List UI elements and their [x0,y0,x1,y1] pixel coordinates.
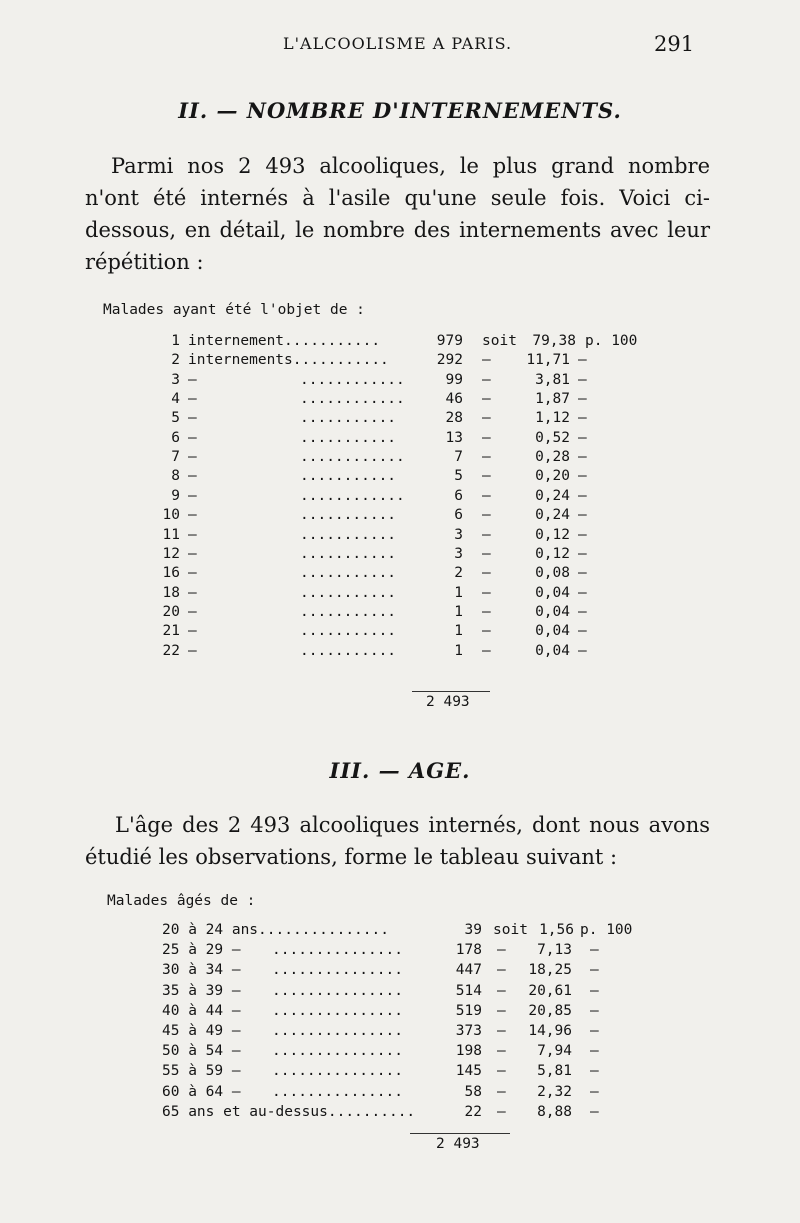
row-count: 373 [455,1023,482,1039]
row-number: 7 [171,449,180,466]
row-number: 6 [171,429,180,446]
table-row [0,643,800,663]
row-percent: 1,56 [539,922,574,938]
row-number: 9 [171,487,180,504]
table-row [0,430,800,450]
table-row [0,449,800,469]
row-label: — [188,584,197,601]
row-label: internements........... [188,352,389,369]
row-separator: — [482,642,491,659]
row-dots: ............... [272,982,403,999]
row-separator: — [482,526,491,543]
row-unit: — [578,623,587,640]
row-dots: ............... [272,1002,403,1019]
row-dots: ............ [300,371,405,388]
row-label: — [188,642,197,659]
row-unit: — [578,391,587,408]
row-count: 2 [454,565,463,582]
table-row [0,623,800,643]
row-label: — [188,565,197,582]
row-separator: — [482,371,491,388]
table-row [0,1104,800,1124]
row-age: 55 à 59 — [162,1063,241,1080]
table-row [0,468,800,488]
page-header [0,30,800,60]
row-count: 28 [445,410,463,427]
running-title: L'ALCOOLISME A PARIS. [283,34,513,53]
row-number: 8 [171,468,180,485]
row-unit: — [590,1103,599,1120]
row-age: 50 à 54 — [162,1043,241,1060]
row-dots: ............... [272,962,403,979]
row-unit: — [578,468,587,485]
row-unit: — [590,1023,599,1039]
row-percent: 0,04 [535,584,570,601]
row-dots: ............... [272,1043,403,1060]
row-count: 58 [464,1083,482,1100]
row-dots: ............... [272,1083,403,1100]
row-percent: 0,24 [535,507,570,524]
row-dots: ............ [300,391,405,408]
row-number: 16 [162,565,180,582]
row-percent: 7,94 [537,1043,572,1060]
row-label: — [188,526,197,543]
row-dots: ........... [300,410,397,427]
row-count: 46 [445,391,463,408]
row-separator: — [482,584,491,601]
row-separator: — [482,449,491,466]
row-count: 22 [464,1103,482,1120]
row-dots: ........... [300,642,397,659]
row-separator: — [482,507,491,524]
row-separator: — [497,1002,506,1019]
row-percent: 3,81 [535,371,570,388]
row-count: 6 [454,487,463,504]
row-percent: 14,96 [528,1023,572,1039]
row-separator: — [482,468,491,485]
table-row [0,372,800,392]
row-unit: — [578,410,587,427]
row-percent: 79,38 [532,333,576,349]
row-separator: — [497,942,506,959]
table-row [0,922,800,942]
row-unit: — [590,942,599,959]
section-title-age: III. — AGE. [329,758,471,783]
row-unit: — [578,352,587,369]
table-row [0,488,800,508]
row-separator: — [482,391,491,408]
row-age: 60 à 64 — [162,1083,241,1100]
row-unit: — [590,962,599,979]
row-age: 40 à 44 — [162,1002,241,1019]
row-unit: — [590,1063,599,1080]
row-dots: ........... [300,565,397,582]
row-percent: 11,71 [526,352,570,369]
row-label: — [188,429,197,446]
row-percent: 1,87 [535,391,570,408]
row-percent: 2,32 [537,1083,572,1100]
table-row [0,1063,800,1083]
row-dots: ........... [300,526,397,543]
row-unit: — [590,1002,599,1019]
row-number: 3 [171,371,180,388]
row-label: — [188,507,197,524]
row-dots: ........... [300,584,397,601]
row-unit: — [578,507,587,524]
row-label: — [188,468,197,485]
row-count: 1 [454,584,463,601]
row-percent: 18,25 [528,962,572,979]
row-age: 30 à 34 — [162,962,241,979]
table-row [0,1043,800,1063]
row-count: 514 [455,982,482,999]
row-number: 21 [162,623,180,640]
row-dots: ........... [300,545,397,562]
row-percent: 0,12 [535,526,570,543]
table-row [0,410,800,430]
row-separator: — [497,1023,506,1039]
table-row [0,983,800,1003]
row-dots: ........... [300,623,397,640]
row-percent: 7,13 [537,942,572,959]
row-percent: 0,20 [535,468,570,485]
row-unit: — [578,642,587,659]
row-age: 65 ans et au-dessus.......... [162,1103,416,1120]
total-age: 2 493 [436,1136,480,1152]
row-age: 45 à 49 — [162,1023,241,1039]
row-percent: 0,52 [535,429,570,446]
row-count: 519 [455,1002,482,1019]
row-separator: soit [482,333,517,349]
row-count: 145 [455,1063,482,1080]
row-unit: — [578,545,587,562]
row-count: 7 [454,449,463,466]
row-unit: — [578,526,587,543]
row-separator: — [497,962,506,979]
row-separator: — [497,982,506,999]
row-label: — [188,410,197,427]
row-separator: — [497,1103,506,1120]
row-unit: — [590,1083,599,1100]
row-count: 447 [455,962,482,979]
row-number: 12 [162,545,180,562]
row-dots: ............ [300,487,405,504]
total-rule-age [410,1133,510,1134]
paragraph-internements: Parmi nos 2 493 alcooliques, le plus grand nombre n'ont été internés à l'asile qu'une seule fois. Voici ci-dessous, en détail, le nombre des internements avec leur répétition : [85,154,710,274]
row-unit: — [578,487,587,504]
table-intro-internements: Malades ayant été l'objet de : [103,302,365,318]
row-separator: — [482,565,491,582]
row-percent: 20,61 [528,982,572,999]
row-percent: 5,81 [537,1063,572,1080]
row-label: — [188,391,197,408]
row-dots: ............... [272,1063,403,1080]
row-count: 6 [454,507,463,524]
row-count: 979 [436,333,463,349]
paragraph-age: L'âge des 2 493 alcooliques internés, dont nous avons étudié les observations, forme le tableau suivant : [85,813,710,869]
row-count: 198 [455,1043,482,1060]
row-label: — [188,603,197,620]
table-row [0,527,800,547]
row-label: — [188,449,197,466]
row-count: 3 [454,526,463,543]
row-dots: ............... [272,1023,403,1039]
row-number: 22 [162,642,180,659]
table-row [0,546,800,566]
row-unit: — [578,565,587,582]
row-separator: — [482,603,491,620]
row-separator: — [497,1043,506,1060]
row-number: 10 [162,507,180,524]
row-count: 5 [454,468,463,485]
table-row [0,333,800,353]
row-number: 1 [171,333,180,349]
row-percent: 0,04 [535,623,570,640]
row-separator: — [482,410,491,427]
row-count: 1 [454,623,463,640]
row-separator: — [497,1063,506,1080]
row-percent: 0,08 [535,565,570,582]
row-count: 178 [455,942,482,959]
row-dots: ............ [300,449,405,466]
row-dots: ........... [300,603,397,620]
row-label: — [188,545,197,562]
row-percent: 0,04 [535,603,570,620]
table-row [0,507,800,527]
row-dots: ........... [300,507,397,524]
row-label: — [188,623,197,640]
page-number: 291 [654,32,695,56]
row-number: 20 [162,603,180,620]
row-separator: — [482,623,491,640]
row-number: 5 [171,410,180,427]
row-count: 1 [454,603,463,620]
row-number: 4 [171,391,180,408]
table-row [0,1003,800,1023]
row-percent: 0,12 [535,545,570,562]
row-separator: — [482,487,491,504]
row-label: — [188,371,197,388]
row-label: internement........... [188,333,381,349]
row-unit: — [578,429,587,446]
row-percent: 8,88 [537,1103,572,1120]
row-count: 39 [464,922,482,938]
row-number: 11 [162,526,180,543]
row-count: 99 [445,371,463,388]
row-unit: — [578,584,587,601]
row-separator: — [482,429,491,446]
row-dots: ............... [272,942,403,959]
row-unit: — [578,449,587,466]
row-unit: — [578,371,587,388]
row-unit: — [590,1043,599,1060]
table-row [0,1023,800,1043]
row-unit: — [578,603,587,620]
table-row [0,391,800,411]
row-separator: — [497,1083,506,1100]
table-row [0,962,800,982]
total-rule [412,691,490,692]
table-row [0,565,800,585]
row-percent: 20,85 [528,1002,572,1019]
row-number: 2 [171,352,180,369]
row-age: 25 à 29 — [162,942,241,959]
row-separator: — [482,545,491,562]
row-unit: p. 100 [580,922,633,938]
row-percent: 1,12 [535,410,570,427]
total-internements: 2 493 [426,694,470,710]
row-count: 13 [445,429,463,446]
row-percent: 0,24 [535,487,570,504]
table-row [0,1084,800,1104]
row-age: 35 à 39 — [162,982,241,999]
row-dots: ........... [300,429,397,446]
row-age: 20 à 24 ans............... [162,922,389,938]
table-row [0,585,800,605]
row-unit: p. 100 [585,333,638,349]
row-dots: ........... [300,468,397,485]
row-separator: — [482,352,491,369]
table-intro-age: Malades âgés de : [107,893,256,909]
row-label: — [188,487,197,504]
row-unit: — [590,982,599,999]
table-row [0,942,800,962]
row-percent: 0,28 [535,449,570,466]
row-separator: soit [493,922,528,938]
section-title-internements: II. — NOMBRE D'INTERNEMENTS. [178,98,622,123]
table-row [0,604,800,624]
row-count: 292 [436,352,463,369]
row-number: 18 [162,584,180,601]
table-row [0,352,800,372]
row-count: 3 [454,545,463,562]
row-percent: 0,04 [535,642,570,659]
row-count: 1 [454,642,463,659]
